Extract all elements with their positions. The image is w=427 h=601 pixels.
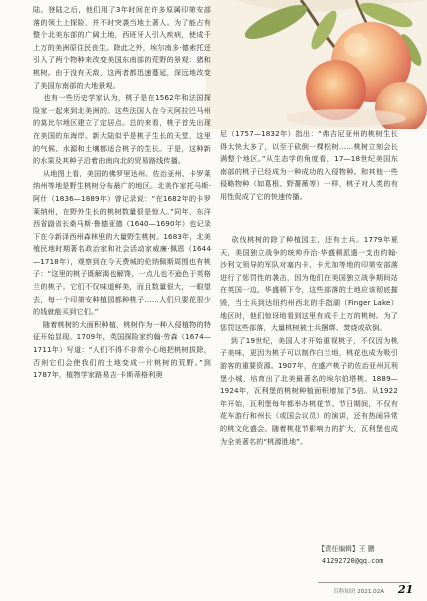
footer-divider [318,582,410,583]
article-column-right-top: 尼（1757—1832年）指出：“弗吉尼亚州的桃树生长得太快太多了，以至于砍倒一棵松树……桃树立刻会长满整个地区。”从生态学的角度看，17—18世纪美国东南部的桃子已经成为一种成功的入侵物种。和其他一些侵略物种（如葛根、野薔薇等）一样，桃子对人类的有用性促成了它的快速传播。 [220,129,398,201]
page-number: 21 [398,583,414,596]
magazine-issue: 百科知识 2021.02A [333,589,385,595]
article-column-left: 陆。登陆之后，他们用了3年时间在许多原属印第安部落的领土上探险，并不时突袭当地土著人。为了能占有整个北美东部的广阔土地，西班牙人引入疾病，使成千上万的美洲原住民丧生。除此之外，埃尔南多·德索托还引入了两个物种来改变美国东南部的荒野的景观：猪和桃树。由于没有天敌，这两者都迅速蔓延，深远地改变了美国东南部的大地景观。 也有一些历史学家认为，桃子是在1562年和法国探险家一起来到北美洲的。这些法国人在今天阿拉巴马州的莫比尔地区建立了定居点。总的来看，桃子首先出现在美国的东海岸。新大陆似乎是桃子生长的天堂，这里的气候、水源和土壤都适合桃子的生长。于是，这种新的水果及其种子沿着由南向北的贸易路线传播。 从地图上看，美国的佛罗里达州、佐治亚州、卡罗莱纳州等地是野生桃树分布最广的地区。北美作家托马斯·阿什（1836—1889年）曾记录说：“在1682年的卡罗莱纳州，在野外生长的桃树数量很是惊人。”同年，东洋西省副省长桑马斯·鲁德亚德（1640—1690年）也记录下在今新泽西州森林里的大量野生桃树。1683年，北美殖民地时期著名政治家和社会活动家威廉·佩恩（1644—1718年），观察到在今天费城的伦纳佩斯周围也有桃子：“这里的桃子既解渴也解馋，一点儿也不逊色于英格兰的桃子。它们不仅味道鲜美，而且数量很大，一眼望去，每一个印第安种植园都种桃子……人们只要花很少的钱就能买到它们。” 随着桃树的大面积种植，桃树作为一种入侵植物的特征开始显现。1709年，英国探险家约翰·劳森（1674—1711年）写道：“人们不得不非常小心地把桃树拔除，否则它们会使我们的土地变成一片桃树的荒野。”到1787年，植物学家路易吉·卡斯蒂格利奥 [33,5,212,380]
editor-email: 41292720@qq.com [322,557,384,565]
peach-illustration [206,0,427,129]
article-column-right: 砍伐桃树的除了种植园主，还有士兵。1779年夏天，美国独立战争的统帅乔治·华盛顿派遣一支由约翰·沙利文领导的军队对塞内卡、卡尤加等地的印第安部落进行了惩罚性的袭击，因为他们在美国独立战争期间站在英国一边。华盛顿下令，这些部落的土地应该彻底摧毁，当士兵到达纽约州西北的手指湖（Finger Lake）地区时，他们惊讶地看到这里有成千上万的桃树。为了惩罚这些部落，大量桃树被士兵捆绑、焚烧或砍倒。 到了19世纪，美国人才开始重视桃子，不仅因为桃子美味，更因为桃子可以制作白兰地，桃花也成为吸引游客的重要资源。1907年，在盛产桃子的佐治亚州瓦利堡小城，培育出了北美最著名的埃尔伯塔桃。1889—1924年，瓦利堡的桃树种植面积增加了5倍。从1922年开始，瓦利堡每年都举办桃花节。节日期间，不仅有花车游行和州长（或国会议员）的演讲，还有热闹异常的桃文化盛会。随着桃花节影响力的扩大，瓦利堡也成为全美著名的“桃源胜地”。 [220,235,399,446]
peach-photo [206,0,427,129]
editor-credit: 【责任编辑】王 鹏 [318,545,375,553]
